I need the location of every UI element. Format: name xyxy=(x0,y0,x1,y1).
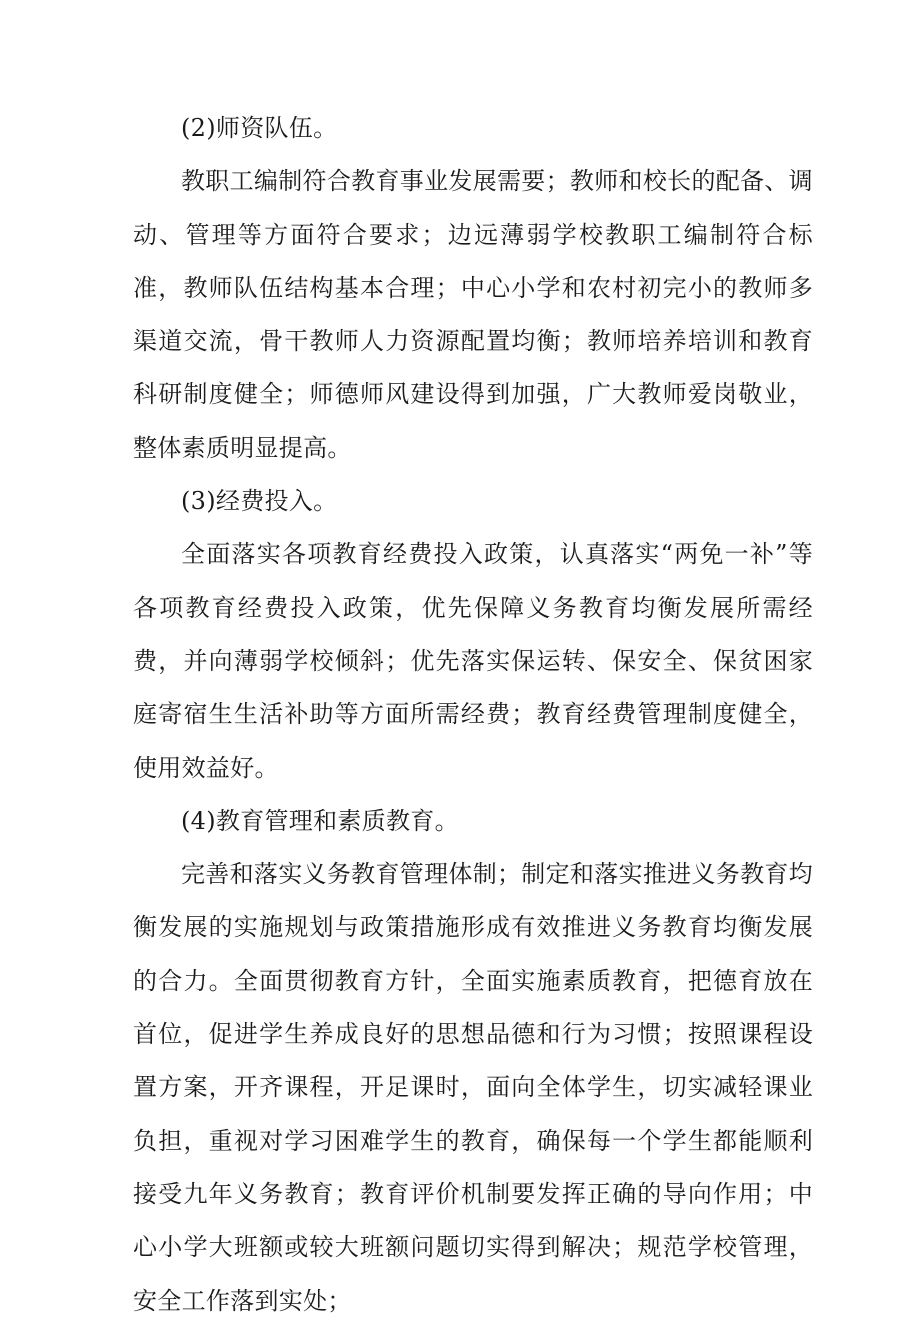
section-body-management: 完善和落实义务教育管理体制；制定和落实推进义务教育均衡发展的实施规划与政策措施形成有效推进义务教育均衡发展的合力。全面贯彻教育方针，全面实施素质教育，把德育放在首位，促进学生养成良好的思想品德和行为习惯；按照课程设置方案，开齐课程，开足课时，面向全体学生，切实减轻课业负担，重视对学习困难学生的教育，确保每一个学生都能顺利接受九年义务教育；教育评价机制要发挥正确的导向作用；中心小学大班额或较大班额问题切实得到解决；规范学校管理，安全工作落到实处； xyxy=(133,860,813,1315)
section-heading-management: (4)教育管理和素质教育。 xyxy=(181,806,459,835)
section-body-teachers: 教职工编制符合教育事业发展需要；教师和校长的配备、调动、管理等方面符合要求；边远薄弱学校教职工编制符合标准，教师队伍结构基本合理；中心小学和农村初完小的教师多渠道交流，骨干教师人力资源配置均衡；教师培养培训和教育科研制度健全；师德师风建设得到加强，广大教师爱岗敬业，整体素质明显提高。 xyxy=(133,167,813,462)
section-heading-funding: (3)经费投入。 xyxy=(181,487,338,516)
section-heading-teachers: (2)师资队伍。 xyxy=(181,114,338,142)
document-body xyxy=(133,102,813,1328)
section-body-funding: 全面落实各项教育经费投入政策，认真落实“两免一补”等各项教育经费投入政策，优先保障义务教育均衡发展所需经费，并向薄弱学校倾斜；优先落实保运转、保安全、保贫困家庭寄宿生生活补助等方面所需经费；教育经费管理制度健全，使用效益好。 xyxy=(133,540,813,782)
